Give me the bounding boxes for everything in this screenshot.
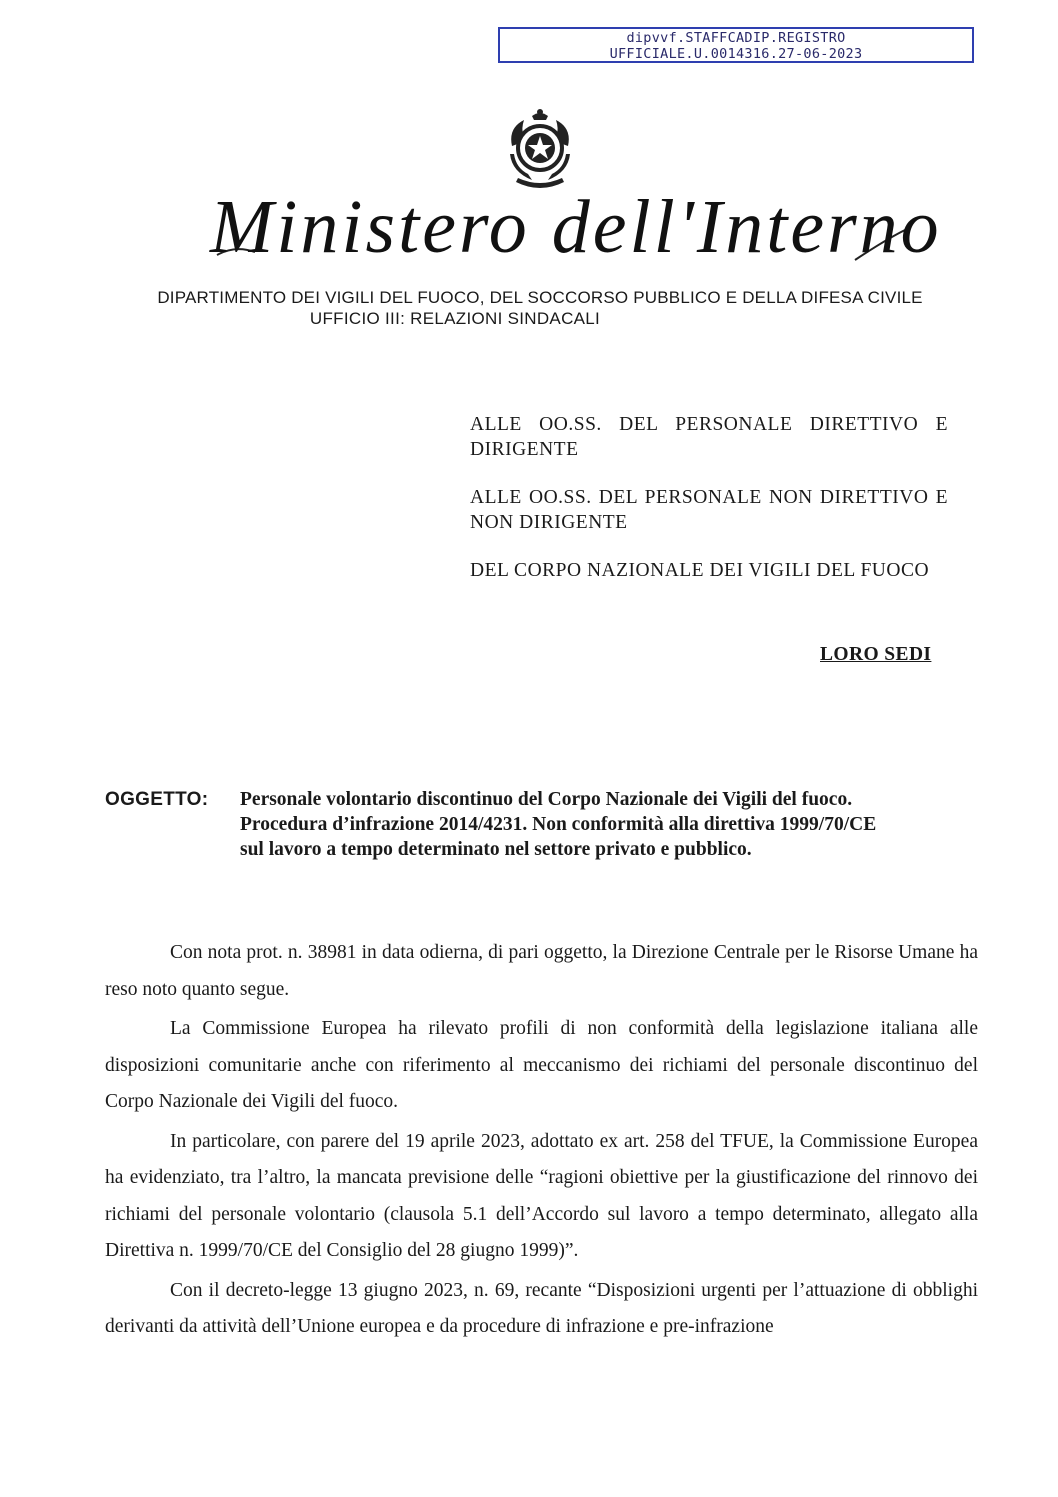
letter-body: [105, 935, 978, 1349]
recipient-1: ALLE OO.SS. DEL PERSONALE DIRETTIVO E DIRIGENTE: [470, 414, 948, 460]
subject-text: [240, 787, 980, 862]
office-name: UFFICIO III: RELAZIONI SINDACALI: [309, 309, 601, 328]
protocol-stamp: [498, 27, 974, 63]
paragraph-4: Con il decreto-legge 13 giugno 2023, n. 69, recante “Disposizioni urgenti per l’attuazione di obblighi derivanti da attività dell’Unione europea e da procedure di infrazione e pre-infrazione: [105, 1279, 978, 1337]
paragraph-2: La Commissione Europea ha rilevato profili di non conformità della legislazione italiana alle disposizioni comunitarie anche con riferimento al meccanismo dei richiami del personale discontinuo del Corpo Nazionale dei Vigili del fuoco.: [105, 1018, 978, 1112]
recipient-3: DEL CORPO NAZIONALE DEI VIGILI DEL FUOCO: [470, 560, 930, 581]
department-name: DIPARTIMENTO DEI VIGILI DEL FUOCO, DEL SOCCORSO PUBBLICO E DELLA DIFESA CIVILE: [157, 288, 923, 307]
recipient-2: ALLE OO.SS. DEL PERSONALE NON DIRETTIVO E NON DIRIGENTE: [470, 487, 948, 533]
paragraph-3: In particolare, con parere del 19 aprile 2023, adottato ex art. 258 del TFUE, la Commissione Europea ha evidenziato, tra l’altro, la mancata previsione delle “ragioni obiettive per la giustificazione del rinnovo dei richiami del personale volontario (clausola 5.1 dell’Accordo sul lavoro a tempo determinato, allegato alla Direttiva n. 1999/70/CE del Consiglio del 28 giugno 1999)”.: [105, 1130, 978, 1261]
subject-label: OGGETTO:: [105, 789, 209, 810]
protocol-line-1: dipvvf.STAFFCADIP.REGISTRO: [626, 30, 846, 46]
loro-sedi: LORO SEDI: [820, 644, 932, 665]
ministry-title: Ministero dell'Interno: [210, 185, 942, 269]
subject-line-2: Procedura d’infrazione 2014/4231. Non conformità alla direttiva 1999/70/CE: [240, 814, 877, 835]
subject-line-3: sul lavoro a tempo determinato nel settore privato e pubblico.: [240, 839, 752, 860]
recipients-block: [470, 412, 948, 606]
protocol-line-2: UFFICIALE.U.0014316.27-06-2023: [609, 46, 863, 62]
paragraph-1: Con nota prot. n. 38981 in data odierna, di pari oggetto, la Direzione Centrale per le Risorse Umane ha reso noto quanto segue.: [105, 942, 978, 1000]
subject-line-1: Personale volontario discontinuo del Corpo Nazionale dei Vigili del fuoco.: [240, 789, 853, 810]
